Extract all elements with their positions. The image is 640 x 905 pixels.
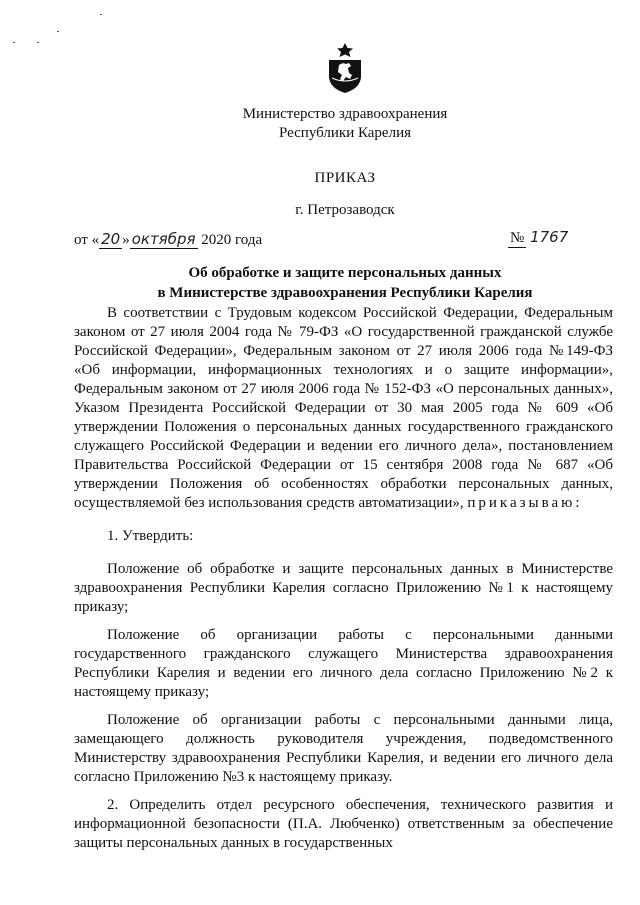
preamble-paragraph: [74, 304, 613, 513]
document-body: [74, 304, 613, 862]
document-title: [0, 263, 640, 303]
ministry-line-2: Республики Карелия: [278, 125, 412, 141]
date-prefix: от «: [74, 232, 100, 248]
date-month: октября: [131, 230, 196, 248]
date-line: [74, 230, 262, 249]
title-line-1: Об обработке и защите персональных данных: [188, 265, 502, 281]
item-1b-paragraph: Положение об организации работы с персональными данными государственного гражданского служащего Министерства здравоохранения Республики Карелия и ведении его личного дела согласно Приложению №2 к настоящему приказу;: [74, 627, 613, 700]
number-value: 1767: [530, 228, 569, 246]
item-1-heading: 1. Утвердить:: [107, 528, 194, 544]
document-type: ПРИКАЗ: [314, 170, 376, 186]
title-line-2: в Министерстве здравоохранения Республики Карелия: [157, 285, 533, 301]
date-day: 20: [101, 230, 121, 248]
number-prefix: №: [510, 230, 525, 246]
date-month-separator: »: [122, 232, 130, 248]
item-1a-paragraph: Положение об обработке и защите персональных данных в Министерстве здравоохранения Республики Карелия согласно Приложению №1 к настоящему приказу;: [74, 561, 613, 615]
ministry-name: [0, 105, 640, 143]
order-number: [508, 228, 568, 248]
order-verb: приказываю:: [467, 495, 583, 511]
date-year: 2020 года: [201, 232, 263, 248]
ministry-line-1: Министерство здравоохранения: [242, 106, 448, 122]
coat-of-arms-emblem: [325, 42, 365, 94]
item-2-paragraph: 2. Определить отдел ресурсного обеспечения, технического развития и информационной безопасности (П.А. Любченко) ответственным за обеспечение защиты персональных данных в государственных: [74, 797, 613, 851]
city: г. Петрозаводск: [295, 202, 395, 218]
item-1c-paragraph: Положение об организации работы с персональными данными лица, замещающего должность руководителя учреждения, подведомственного Министерству здравоохранения Республики Карелия, и ведении его личного дела согласно Приложению №3 к настоящему приказу.: [74, 712, 613, 785]
preamble-text: В соответствии с Трудовым кодексом Российской Федерации, Федеральным законом от 27 июля 2004 года № 79-ФЗ «О государственной гражданской службе Российской Федерации», Федеральным законом от 27 июля 2006 года №149-ФЗ «Об информации, информационных технологиях и о защите информации», Федеральным законом от 27 июля 2006 года № 152-ФЗ «О персональных данных», Указом Президента Российской Федерации от 30 мая 2005 года № 609 «Об утверждении Положения о персональных данных государственного гражданского служащего Российской Федерации и ведении его личного дела», постановлением Правительства Российской Федерации от 15 сентября 2008 года № 687 «Об утверждении Положения об особенностях обработки персональных данных, осуществляемой без использования средств автоматизации»,: [74, 305, 613, 511]
